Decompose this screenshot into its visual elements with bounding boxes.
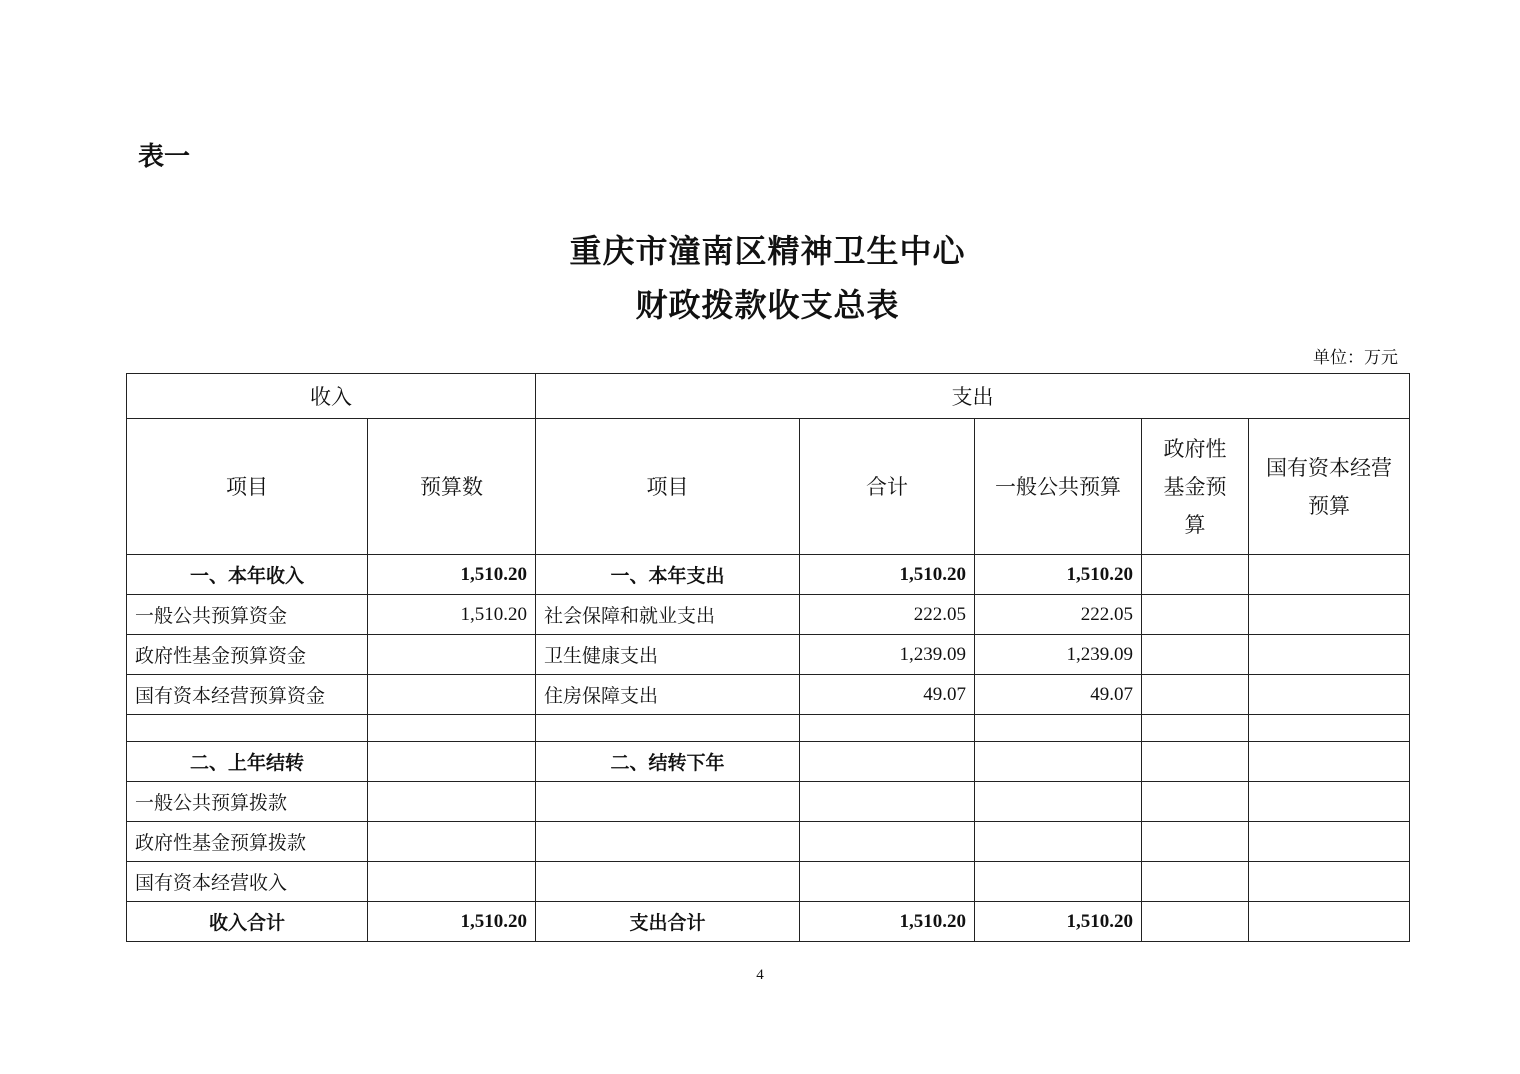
cell-gov-fund bbox=[1142, 782, 1249, 822]
cell-expense-item bbox=[536, 715, 800, 742]
cell-total: 1,510.20 bbox=[800, 902, 975, 942]
cell-income-item: 国有资本经营预算资金 bbox=[127, 675, 368, 715]
cell-total bbox=[800, 862, 975, 902]
cell-general-public bbox=[975, 782, 1142, 822]
cell-income-budget: 1,510.20 bbox=[368, 595, 536, 635]
page-number: 4 bbox=[756, 967, 764, 983]
cell-general-public: 1,510.20 bbox=[975, 902, 1142, 942]
income-item-header: 项目 bbox=[127, 419, 368, 555]
cell-general-public bbox=[975, 742, 1142, 782]
expense-header: 支出 bbox=[536, 374, 1410, 419]
cell-income-item: 二、上年结转 bbox=[127, 742, 368, 782]
table-row bbox=[127, 862, 1410, 902]
cell-expense-item bbox=[536, 822, 800, 862]
cell-income-item: 政府性基金预算拨款 bbox=[127, 822, 368, 862]
cell-state-capital bbox=[1249, 822, 1410, 862]
total-header: 合计 bbox=[800, 419, 975, 555]
cell-gov-fund bbox=[1142, 742, 1249, 782]
cell-state-capital bbox=[1249, 902, 1410, 942]
table-row bbox=[127, 675, 1410, 715]
cell-income-item: 一、本年收入 bbox=[127, 555, 368, 595]
table-row bbox=[127, 782, 1410, 822]
fiscal-summary-table bbox=[126, 373, 1410, 942]
cell-state-capital bbox=[1249, 555, 1410, 595]
cell-income-budget bbox=[368, 635, 536, 675]
table-row bbox=[127, 742, 1410, 782]
income-header: 收入 bbox=[127, 374, 536, 419]
cell-gov-fund bbox=[1142, 902, 1249, 942]
cell-state-capital bbox=[1249, 742, 1410, 782]
cell-gov-fund bbox=[1142, 862, 1249, 902]
table-row bbox=[127, 595, 1410, 635]
general-public-header: 一般公共预算 bbox=[975, 419, 1142, 555]
unit-label: 单位：万元 bbox=[1313, 348, 1398, 368]
cell-total bbox=[800, 822, 975, 862]
cell-expense-item: 住房保障支出 bbox=[536, 675, 800, 715]
cell-total bbox=[800, 782, 975, 822]
income-budget-header: 预算数 bbox=[368, 419, 536, 555]
cell-expense-item: 卫生健康支出 bbox=[536, 635, 800, 675]
gov-fund-header: 政府性基金预算 bbox=[1142, 419, 1249, 555]
cell-income-item: 一般公共预算资金 bbox=[127, 595, 368, 635]
cell-state-capital bbox=[1249, 635, 1410, 675]
table-row bbox=[127, 555, 1410, 595]
cell-income-item: 政府性基金预算资金 bbox=[127, 635, 368, 675]
cell-gov-fund bbox=[1142, 555, 1249, 595]
cell-general-public: 222.05 bbox=[975, 595, 1142, 635]
cell-general-public bbox=[975, 822, 1142, 862]
cell-gov-fund bbox=[1142, 822, 1249, 862]
cell-income-budget bbox=[368, 862, 536, 902]
cell-general-public bbox=[975, 862, 1142, 902]
cell-income-budget: 1,510.20 bbox=[368, 555, 536, 595]
table-row bbox=[127, 822, 1410, 862]
cell-gov-fund bbox=[1142, 715, 1249, 742]
table-label: 表一 bbox=[138, 142, 191, 172]
cell-income-item: 一般公共预算拨款 bbox=[127, 782, 368, 822]
cell-gov-fund bbox=[1142, 635, 1249, 675]
cell-general-public: 1,510.20 bbox=[975, 555, 1142, 595]
cell-state-capital bbox=[1249, 595, 1410, 635]
cell-general-public bbox=[975, 715, 1142, 742]
cell-gov-fund bbox=[1142, 675, 1249, 715]
cell-general-public: 1,239.09 bbox=[975, 635, 1142, 675]
cell-income-item bbox=[127, 715, 368, 742]
table-row bbox=[127, 635, 1410, 675]
cell-income-budget bbox=[368, 742, 536, 782]
cell-income-item: 收入合计 bbox=[127, 902, 368, 942]
cell-expense-item: 社会保障和就业支出 bbox=[536, 595, 800, 635]
cell-state-capital bbox=[1249, 675, 1410, 715]
cell-income-budget bbox=[368, 782, 536, 822]
state-capital-header: 国有资本经营预算 bbox=[1249, 419, 1410, 555]
cell-expense-item bbox=[536, 862, 800, 902]
cell-total: 49.07 bbox=[800, 675, 975, 715]
cell-income-item: 国有资本经营收入 bbox=[127, 862, 368, 902]
table-row bbox=[127, 902, 1410, 942]
cell-expense-item bbox=[536, 782, 800, 822]
table-row bbox=[127, 715, 1410, 742]
cell-gov-fund bbox=[1142, 595, 1249, 635]
cell-expense-item: 二、结转下年 bbox=[536, 742, 800, 782]
expense-item-header: 项目 bbox=[536, 419, 800, 555]
cell-total: 1,510.20 bbox=[800, 555, 975, 595]
cell-expense-item: 支出合计 bbox=[536, 902, 800, 942]
cell-total bbox=[800, 715, 975, 742]
cell-total: 1,239.09 bbox=[800, 635, 975, 675]
document-title-line2: 财政拨款收支总表 bbox=[635, 286, 900, 324]
cell-income-budget: 1,510.20 bbox=[368, 902, 536, 942]
cell-income-budget bbox=[368, 822, 536, 862]
cell-state-capital bbox=[1249, 715, 1410, 742]
cell-expense-item: 一、本年支出 bbox=[536, 555, 800, 595]
cell-state-capital bbox=[1249, 862, 1410, 902]
document-title-line1: 重庆市潼南区精神卫生中心 bbox=[569, 232, 966, 270]
cell-state-capital bbox=[1249, 782, 1410, 822]
cell-general-public: 49.07 bbox=[975, 675, 1142, 715]
cell-income-budget bbox=[368, 715, 536, 742]
cell-income-budget bbox=[368, 675, 536, 715]
cell-total: 222.05 bbox=[800, 595, 975, 635]
cell-total bbox=[800, 742, 975, 782]
